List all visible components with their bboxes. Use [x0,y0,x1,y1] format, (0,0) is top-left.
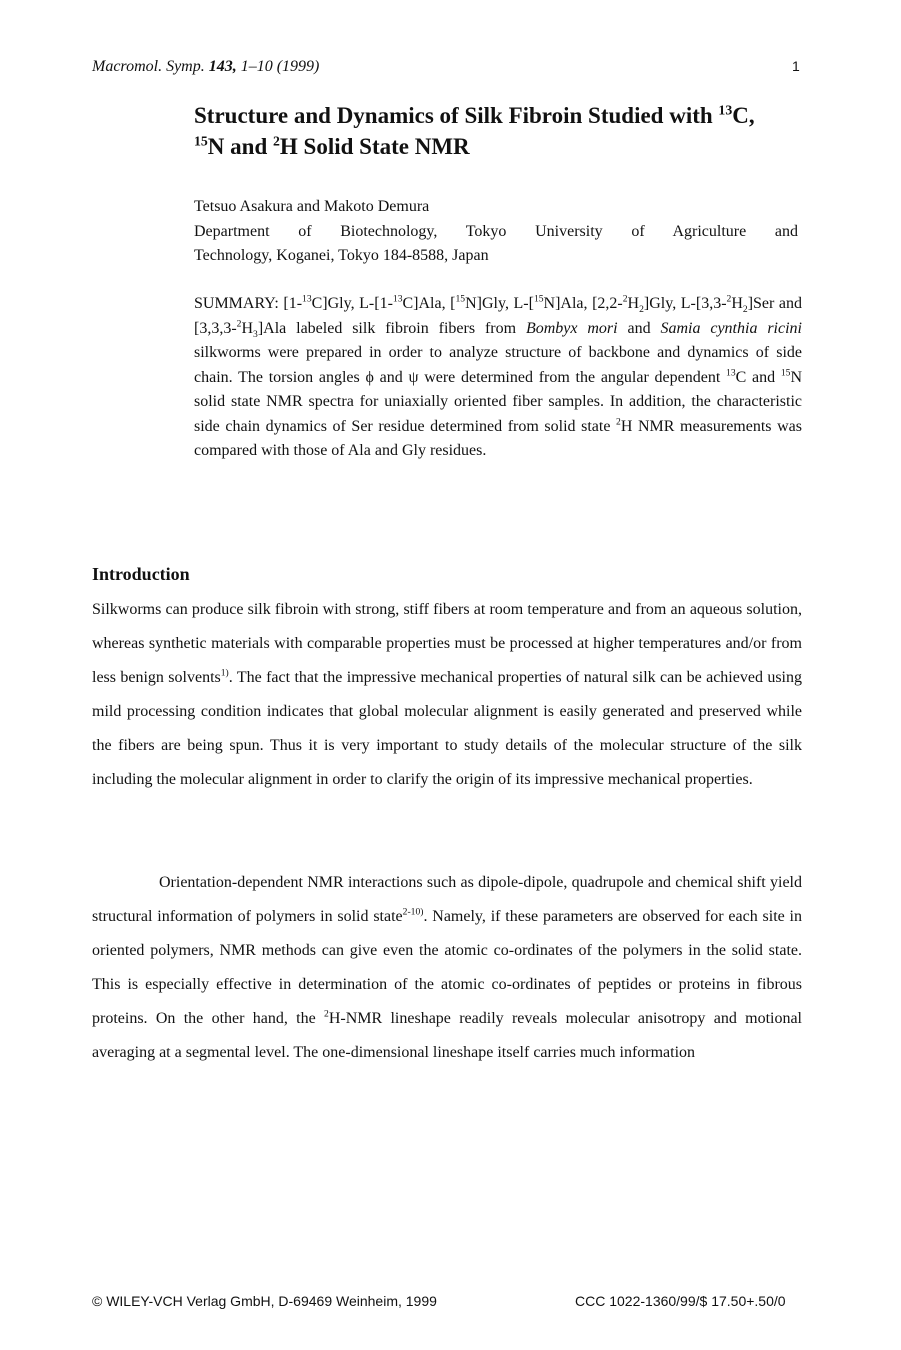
copyright-footer: © WILEY-VCH Verlag GmbH, D-69469 Weinheim, 1999 [92,1293,437,1309]
species-name: Bombyx mori [525,319,618,337]
affiliation [194,220,798,268]
page-number: 1 [792,58,800,74]
journal-pages-year: 1–10 (1999) [240,58,320,75]
paper-title: Structure and Dynamics of Silk Fibroin Studied with $^{13}$C, $^{15}$N and $^2$H Solid State NMR [194,102,755,159]
species-name: Samia cynthia ricini [660,319,802,337]
intro-paragraph-1: Silkworms can produce silk fibroin with strong, stiff fibers at room temperature and from an aqueous solution, whereas synthetic materials with comparable properties must be processed at higher temperatures and/or from less benign solvents$^{1)}$. The fact that the impressive mechanical properties of natural silk can be achieved using mild processing condition indicates that global molecular alignment is easily generated and preserved while the fibers are being spun. Thus it is very important to study details of the molecular structure of the silk including the molecular alignment in order to clarify the origin of its impressive mechanical properties. [92,601,802,788]
citation: 2-10) [402,906,424,918]
affiliation-line-1: Department of Biotechnology, Tokyo University of Agriculture and [194,223,798,240]
ccc-code-footer: CCC 1022-1360/99/$ 17.50+.50/0 [575,1293,786,1309]
journal-citation [92,58,319,76]
citation: 1) [220,667,229,679]
section-heading-introduction: Introduction [92,564,190,584]
journal-name: Macromol. Symp. [92,58,205,75]
affiliation-line-2: Technology, Koganei, Tokyo 184-8588, Japan [194,247,489,264]
authors: Tetsuo Asakura and Makoto Demura [194,198,430,215]
journal-volume: 143, [208,58,237,75]
summary-abstract: SUMMARY: [1-$^{13}$C]Gly, L-[1-$^{13}$C]Ala, [$^{15}$N]Gly, L-[$^{15}$N]Ala, $[2,2-^2H_2]Gly$, $L-[3,3-^2H_2]Ser$ and $[3,3,3-^2H_3]Ala$ labeled silk fibroin fibers from Bombyx mori and Samia cynthia ricini silkworms were prepared in order to analyze structure of backbone and dynamics of side chain. The torsion angles ϕ and ψ were determined from the angular dependent $^{13}$C and $^{15}$N solid state NMR spectra for uniaxially oriented fiber samples. In addition, the characteristic side chain dynamics of Ser residue determined from solid state $^2$H NMR measurements was compared with those of Ala and Gly residues. [194,293,803,459]
intro-paragraph-2: Orientation-dependent NMR interactions such as dipole-dipole, quadrupole and chemical shift yield structural information of polymers in solid state$^{2-10)}$. Namely, if these parameters are observed for each site in oriented polymers, NMR methods can give even the atomic co-ordinates of the polymers in the solid state. This is especially effective in determination of the atomic co-ordinates of peptides or proteins in fibrous proteins. On the other hand, the $^2$H-NMR lineshape readily reveals molecular anisotropy and motional averaging at a segmental level. The one-dimensional lineshape itself carries much information [92,874,803,1061]
